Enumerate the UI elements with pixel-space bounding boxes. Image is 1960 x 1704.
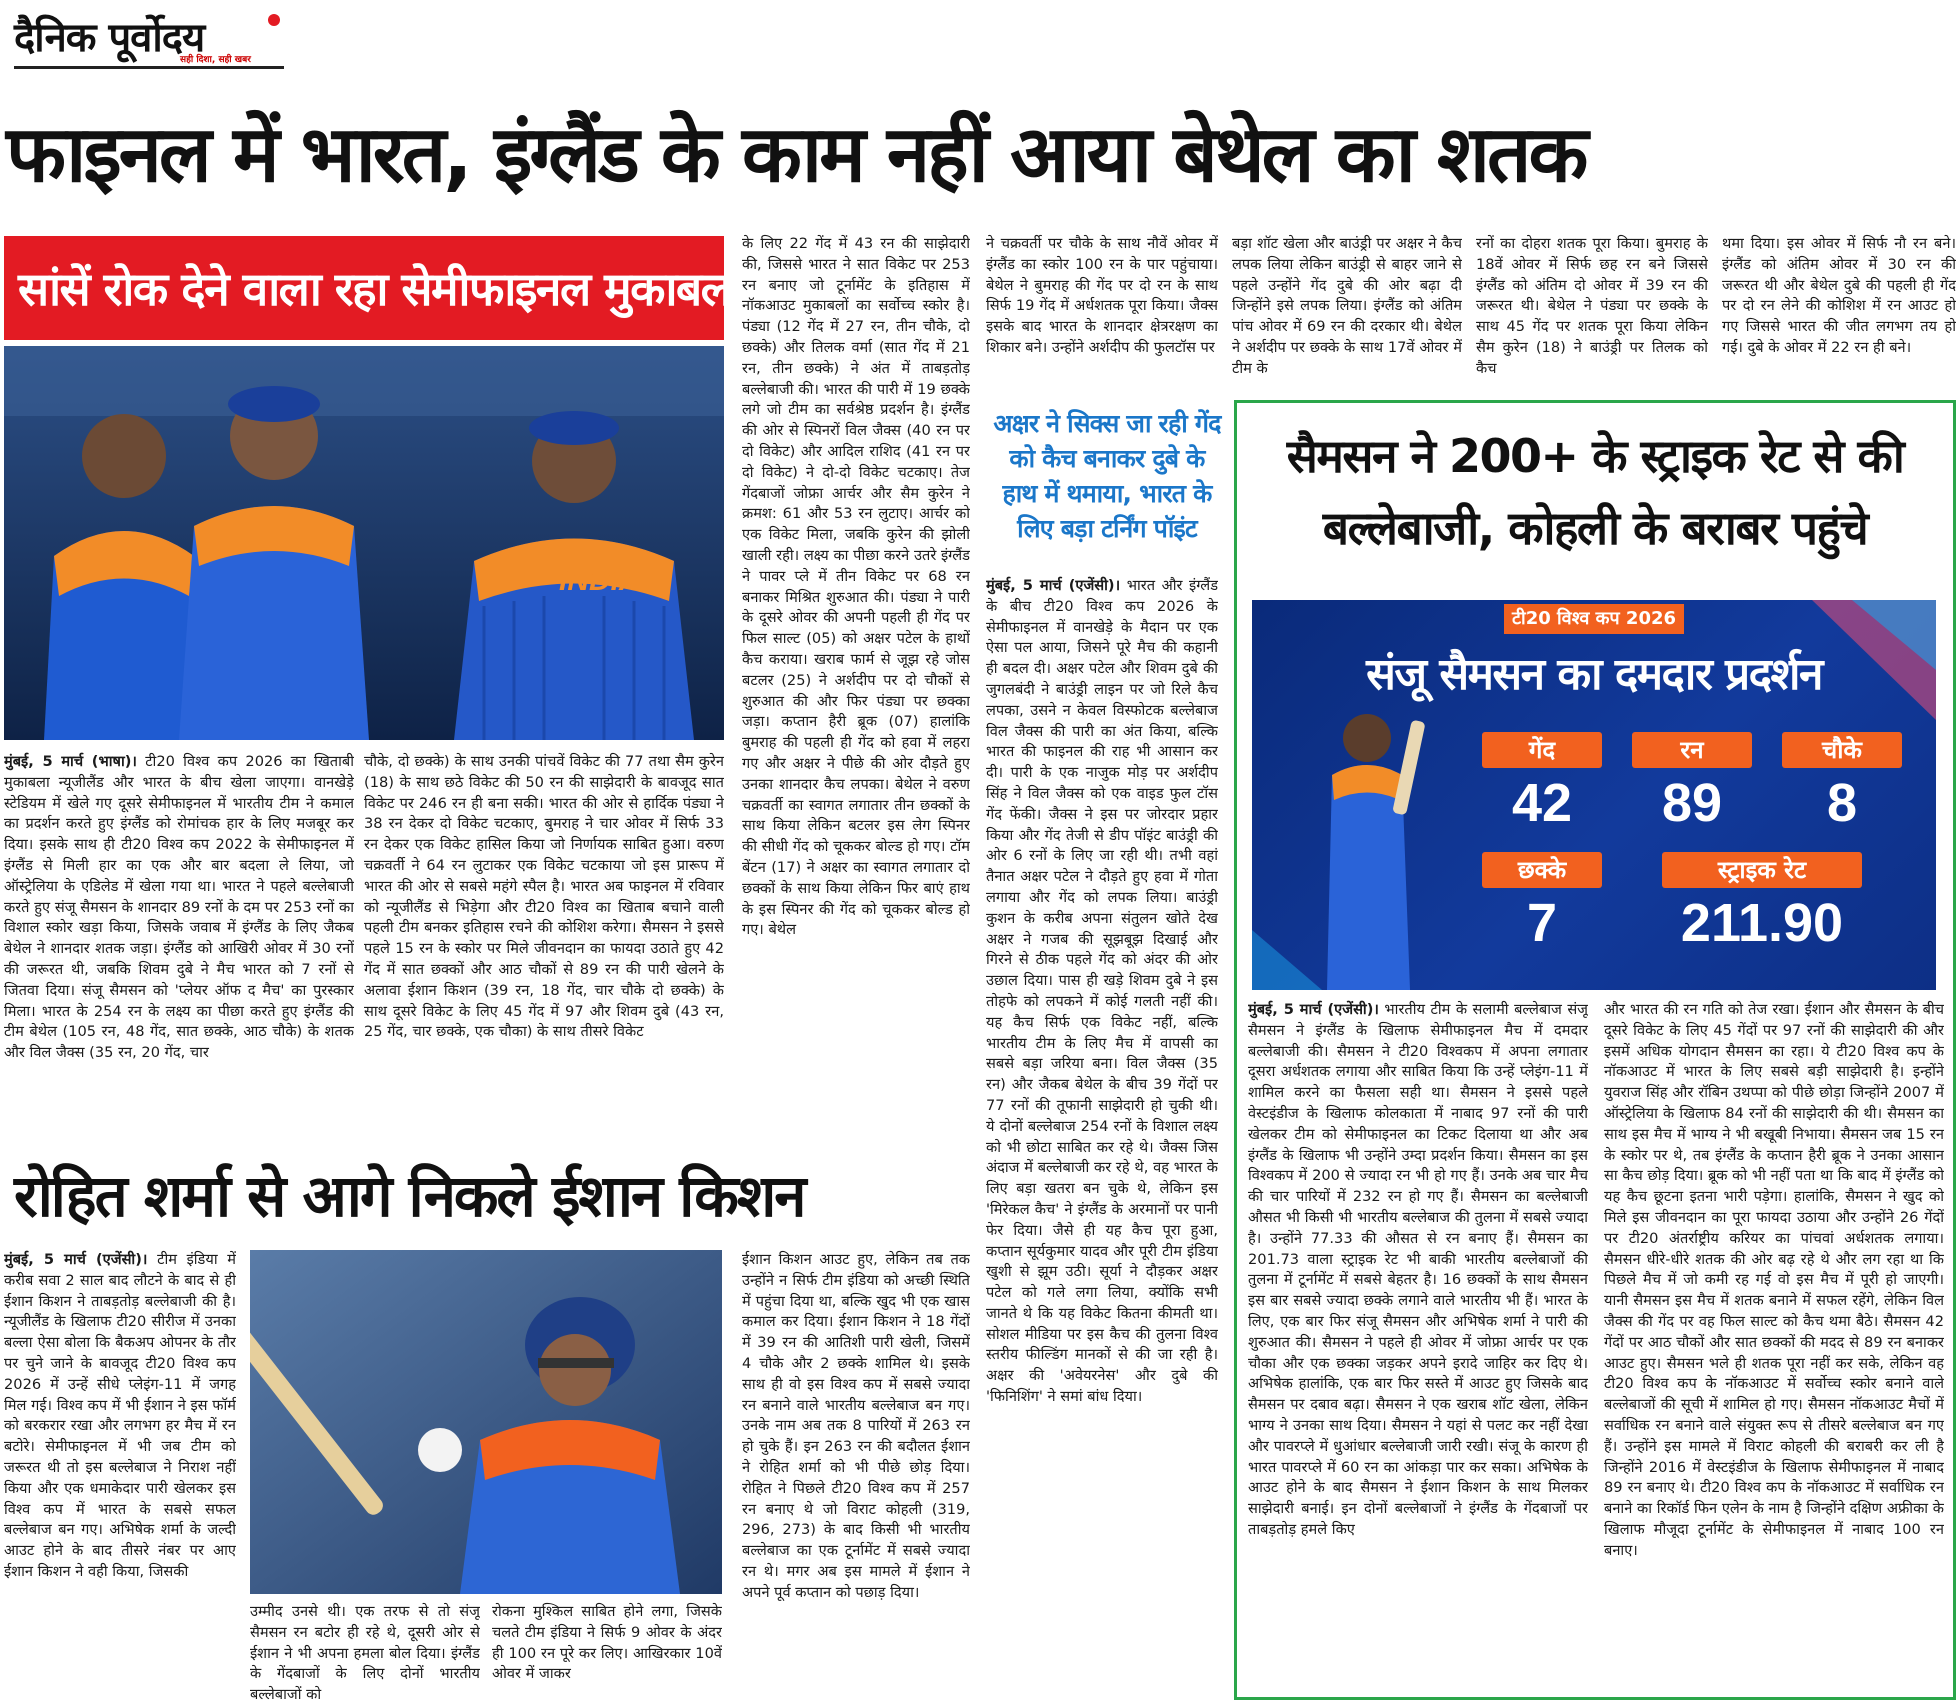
- stat-label-balls: गेंद: [1482, 732, 1602, 768]
- samson-headline: सैमसन ने 200+ के स्ट्राइक रेट से की बल्लेबाजी, कोहली के बराबर पहुंचे: [1286, 429, 1904, 555]
- article1-col5a: [1232, 234, 1462, 384]
- masthead-logo-text: दैनिक पूर्वोदय: [14, 15, 205, 61]
- article1-dateline: मुंबई, 5 मार्च (भाषा)।: [4, 753, 137, 770]
- team-celebration-illustration: [4, 346, 724, 740]
- article1-col4a-text: ने चक्रवर्ती पर चौके के साथ नौवें ओवर में इंग्लैंड का स्कोर 100 रन के पार पहुंचाया। बेथेल ने बुमराह की गेंद पर दो रन के साथ सिर्फ 19 गेंद में अर्धशतक पूरा किया। जैक्स इसके बाद भारत के शानदार क्षेत्ररक्षण का शिकार बने। उन्होंने अर्शदीप की फुलटॉस पर: [986, 235, 1218, 356]
- article1-col2-text: चौके, दो छक्के) के साथ उनकी पांचवें विकेट की 77 तथा सैम कुरेन (18) के साथ छठे विकेट की 50 रन की साझेदारी के बावजूद सात विकेट पर 246 रन ही बना सकी। भारत की ओर से हार्दिक पंड्या ने 38 रन देकर दो विकेट चटकाए, बुमराह ने चार ओवर में सिर्फ 33 रन देकर एक विकेट हासिल किया जो निर्णायक साबित हुआ। वरुण चक्रवर्ती ने 64 रन लुटाकर एक विकेट चटकाया जो इस प्रारूप में भारत की ओर से सबसे महंगे स्पैल है। भारत अब फाइनल में रविवार को न्यूजीलैंड से भिड़ेगा और टी20 विश्व का खिताब बचाने वाली पहली टीम बनकर इतिहास रचने की कोशिश करेगा। सैमसन ने इससे पहले 15 रन के स्कोर पर मिले जीवनदान का फायदा उठाते हुए 42 गेंद में सात छक्कों और आठ चौकों से 89 रन की पारी खेलने के अलावा ईशान किशन (39 रन, 18 गेंद, चार चौके दो छक्के) के साथ दूसरे विकेट के लिए 45 गेंद में 97 और शिवम दुबे (43 रन, 25 गेंद, चार छक्के, एक चौका) के साथ तीसरे विकेट: [364, 753, 724, 1041]
- stats-card-title: संजू सैमसन का दमदार प्रदर्शन: [1366, 649, 1822, 700]
- ishan-headline: रोहित शर्मा से आगे निकले ईशान किशन: [14, 1162, 805, 1230]
- catch-dateline: मुंबई, 5 मार्च (एजेंसी)।: [986, 577, 1121, 594]
- ishan-batting-illustration: [250, 1250, 722, 1594]
- article1-col5a-text: बड़ा शॉट खेला और बाउंड्री पर अक्षर ने कैच लपक लिया लेकिन बाउंड्री से बाहर जाने से पहले उन्होंने गेंद दुबे की ओर बढ़ा दी जिन्होंने इसे लपक लिया। इंग्लैंड को अंतिम पांच ओवर में 69 रन की दरकार थी। बेथेल ने अर्शदीप पर छक्के के साथ 17वें ओवर में टीम के: [1232, 235, 1462, 377]
- article1-col4a: [986, 234, 1218, 384]
- article1-col6a-text: रनों का दोहरा शतक पूरा किया। बुमराह के 18वें ओवर में सिर्फ छह रन बने जिससे इंग्लैंड को अंतिम दो ओवर में 39 रन की जरूरत थी। बेथेल ने पंड्या पर छक्के के साथ 45 गेंद पर शतक पूरा किया लेकिन सैम कुरेन (18) ने बाउंड्री पर तिलक को कैच: [1476, 235, 1708, 377]
- article1-col1-text: टी20 विश्व कप 2026 का खिताबी मुकाबला न्यूजीलैंड और भारत के बीच खेला जाएगा। वानखेड़े स्टेडियम में खेले गए दूसरे सेमीफाइनल में भारतीय टीम ने कमाल का प्रदर्शन करते हुए इंग्लैंड को रोमांचक हार के लिए मजबूर कर दिया। इसके साथ ही टी20 विश्व कप 2022 के सेमीफाइनल में इंग्लैंड से मिली हार का एक और बार बदला ले लिया, जो ऑस्ट्रेलिया के एडिलेड में खेला गया था। भारत ने पहले बल्लेबाजी करते हुए संजू सैमसन के शानदार 89 रनों के दम पर 253 रनों का विशाल स्कोर खड़ा किया, जिसके जवाब में इंग्लैंड के लिए जैकब बेथेल ने शानदार शतक जड़ा। इंग्लैंड को आखिरी ओवर में 30 रनों की जरूरत थी, जबकि शिवम दुबे ने मैच भारत को 7 रनों से जितवा दिया। संजू सैमसन को 'प्लेयर ऑफ द मैच' का पुरस्कार मिला। भारत के 254 रन के लक्ष्य का पीछा करते हुए इंग्लैंड की टीम बेथेल (105 रन, 48 गेंद, सात छक्के, आठ चौके) के शतक और विल जैक्स (35 रन, 20 गेंद, चार: [4, 753, 354, 1062]
- article1-col6a: [1476, 234, 1708, 384]
- ishan-col3-text: रोकना मुश्किल साबित होने लगा, जिसके चलते टीम इंडिया ने सिर्फ 9 ओवर के अंदर ही 100 रन पूरे कर लिए। आखिरकार 10वें ओवर में जाकर: [492, 1603, 722, 1683]
- article1-col7a-text: थमा दिया। इस ओवर में सिर्फ नौ रन बने। इंग्लैंड को अंतिम ओवर में 30 रन की जरूरत थी और बेथेल दुबे की पहली ही गेंद पर दो रन लेने की कोशिश में रन आउट हो गए जिससे भारत की जीत लगभग तय हो गई। दुबे के ओवर में 22 रन ही बने।: [1722, 235, 1956, 356]
- ishan-col2-text: उम्मीद उनसे थी। एक तरफ से तो संजू सैमसन रन बटोर ही रहे थे, दूसरी ओर से ईशान ने भी अपना हमला बोल दिया। इंग्लैंड के गेंदबाजों के लिए दोनों भारतीय बल्लेबाजों को: [250, 1603, 480, 1704]
- masthead-rule: [14, 66, 284, 69]
- catch-text: भारत और इंग्लैंड के बीच टी20 विश्व कप 2026 के सेमीफाइनल में वानखेड़े के मैदान पर एक ऐसा पल आया, जिसने पूरे मैच की कहानी ही बदल दी। अक्षर पटेल और शिवम दुबे की जुगलबंदी ने बाउंड्री लाइन पर जो रिले कैच लपका, उसने न केवल विस्फोटक बल्लेबाज विल जैक्स की पारी का अंत किया, बल्कि भारत की फाइनल की राह भी आसान कर दी। पारी के एक नाजुक मोड़ पर अर्शदीप सिंह ने विल जैक्स को एक वाइड फुल टॉस गेंद फेंकी। जैक्स ने इस पर जोरदार प्रहार किया और गेंद तेजी से डीप पॉइंट बाउंड्री की ओर 6 रनों के लिए जा रही थी। तभी वहां तैनात अक्षर पटेल ने दौड़ते हुए हवा में गोता लगाया और गेंद को लपक लिया। बाउंड्री कुशन के करीब अपना संतुलन खोते देख अक्षर ने गजब की सूझबूझ दिखाई और गिरने से ठीक पहले गेंद को अंदर की ओर उछाल दिया। पास ही खड़े शिवम दुबे ने इस तोहफे को लपकने में कोई गलती नहीं की। यह कैच सिर्फ एक विकेट नहीं, बल्कि भारतीय टीम के लिए मैच में वापसी का सबसे बड़ा जरिया बना। विल जैक्स (35 रन) और जैकब बेथेल के बीच 39 गेंदों पर 77 रनों की तूफानी साझेदारी हो चुकी थी। ये दोनों बल्लेबाज 254 रनों के विशाल लक्ष्य को भी छोटा साबित कर रहे थे। जैक्स जिस अंदाज में बल्लेबाजी कर रहे थे, वह भारत के लिए बड़ा खतरा बन चुके थे, लेकिन इस 'मिरेकल कैच' ने इंग्लैंड के अरमानों पर पानी फेर दिया। जैसे ही यह कैच पूरा हुआ, कप्तान सूर्यकुमार यादव और पूरी टीम इंडिया खुशी से झूम उठी। सूर्या ने दौड़कर अक्षर पटेल को गले लगा लिया, क्योंकि सभी जानते थे कि यह विकेट कितना कीमती था। सोशल मीडिया पर इस कैच की तुलना विश्व स्तरीय फील्डिंग मानकों से की जा रही है। अक्षर की 'अवेयरनेस' और दुबे की 'फिनिशिंग' ने समां बांध दिया।: [986, 577, 1218, 1406]
- jersey-text: INDIA: [559, 564, 641, 597]
- ishan-col1: [4, 1250, 236, 1704]
- pullquote: अक्षर ने सिक्स जा रही गेंद को कैच बनाकर दुबे के हाथ में थमाया, भारत के लिए बड़ा टर्निंग पॉइंट: [993, 409, 1221, 543]
- article1-col3: [742, 234, 970, 1134]
- article1-col3-text: के लिए 22 गेंद में 43 रन की साझेदारी की, जिससे भारत ने सात विकेट पर 253 रन बनाए जो टूर्नामेंट के इतिहास में नॉकआउट मुकाबलों का सर्वोच्च स्कोर है। पंड्या (12 गेंद में 27 रन, तीन चौके, दो छक्के) और तिलक वर्मा (सात गेंद में 21 रन, तीन छक्के) ने अंत में ताबड़तोड़ बल्लेबाजी की। भारत की पारी में 19 छक्के लगे जो टीम का सर्वश्रेष्ठ प्रदर्शन है। इंग्लैंड की ओर से स्पिनरों विल जैक्स (40 रन पर दो विकेट) और आदिल राशिद (41 रन पर दो विकेट) ने दो-दो विकेट चटकाए। तेज गेंदबाजों जोफ्रा आर्चर और सैम कुरेन ने क्रमश: 61 और 53 रन लुटाए। आर्चर को एक विकेट मिला, जबकि कुरेन की झोली खाली रही। लक्ष्य का पीछा करने उतरे इंग्लैंड ने पावर प्ले में तीन विकेट पर 68 रन बनाकर मिश्रित शुरुआत की। पंड्या ने पारी के दूसरे ओवर की अपनी पहली ही गेंद पर फिल साल्ट (05) को अक्षर पटेल के हाथों कैच कराया। खराब फार्म से जूझ रहे जोस बटलर (25) ने अर्शदीप पर दो चौकों से शुरुआत की और फिर पंड्या पर छक्का जड़ा। कप्तान हैरी ब्रूक (07) हालांकि बुमराह की पहली ही गेंद को हवा में लहरा गए और अक्षर ने पीछे की ओर दौड़ते हुए उनका शानदार कैच लपका। बेथेल ने वरुण चक्रवर्ती का स्वागत लगातार तीन छक्कों के साथ किया लेकिन बटलर इस लेग स्पिनर की सीधी गेंद को चूककर बोल्ड हो गए। टॉम बेंटन (17) ने अक्षर का स्वागत लगातार दो छक्कों के साथ किया लेकिन फिर बाएं हाथ के इस स्पिनर की गेंद को चूककर बोल्ड हो गए। बेथेल: [742, 235, 970, 939]
- stats-card-tag: टी20 विश्व कप 2026: [1504, 604, 1684, 634]
- stat-value-balls: 42: [1511, 773, 1573, 833]
- stat-label-fours: चौके: [1782, 732, 1902, 768]
- samson-col2-text: और भारत की रन गति को तेज रखा। ईशान और सैमसन के बीच दूसरे विकेट के लिए 45 गेंदों पर 97 रनों की साझेदारी की और इसमें अधिक योगदान सैमसन का रहा। ये टी20 विश्व कप के नॉकआउट में भारत के लिए सबसे बड़ी साझेदारी है। इन्होंने युवराज सिंह और रॉबिन उथप्पा को पीछे छोड़ा जिन्होंने 2007 में ऑस्ट्रेलिया के खिलाफ 84 रनों की साझेदारी की थी। सैमसन का साथ इस मैच में भाग्य ने भी बखूबी निभाया। सैमसन जब 15 रन के स्कोर पर थे, तब इंग्लैंड के कप्तान हैरी ब्रूक ने उनका आसान सा कैच छोड़ दिया। ब्रूक को भी नहीं पता था कि बाद में इंग्लैंड को यह कैच छूटना इतना भारी पड़ेगा। हालांकि, सैमसन ने खुद को मिले इस जीवनदान का पूरा फायदा उठाया और उन्होंने 26 गेंदों पर टी20 अंतर्राष्ट्रीय करियर का पांचवां अर्धशतक लगाया। सैमसन धीरे-धीरे शतक की ओर बढ़ रहे थे और लग रहा था कि पिछले मैच में जो कमी रह गई वो इस मैच में पूरी हो जाएगी। यानी सैमसन इस मैच में शतक बनाने में सफल रहेंगे, लेकिन विल जैक्स की गेंद पर वह फिल साल्ट को कैच थमा बैठे। सैमसन 42 गेंदों पर आठ चौकों और सात छक्कों की मदद से 89 रन बनाकर आउट हुए। सैमसन भले ही शतक पूरा नहीं कर सके, लेकिन वह टी20 विश्व कप के नॉकआउट में सर्वोच्च स्कोर बनाने वाले बल्लेबाजों की सूची में शामिल हो गए। सैमसन नॉकआउट मैचों में सर्वाधिक रन बनाने वाले संयुक्त रूप से तीसरे बल्लेबाज बन गए हैं। उन्होंने इस मामले में विराट कोहली की बराबरी कर ली है जिन्होंने 2016 में वेस्टइंडीज के खिलाफ सेमीफाइनल में नाबाद 89 रन बनाए थे। टी20 विश्व कप के नॉकआउट में सर्वाधिक रन बनाने का रिकॉर्ड फिन एलेन के नाम है जिन्होंने दक्षिण अफ्रीका के खिलाफ मौजूदा टूर्नामेंट के सेमीफाइनल में नाबाद 100 रन बनाए।: [1604, 1001, 1944, 1559]
- stat-label-runs: रन: [1632, 732, 1752, 768]
- semifinal-banner: सांसें रोक देने वाला रहा सेमीफाइनल मुकाबला: [4, 236, 724, 340]
- stat-label-strike-rate: स्ट्राइक रेट: [1662, 852, 1862, 888]
- article1-col7a: [1722, 234, 1956, 384]
- ishan-batting-photo: [250, 1250, 722, 1594]
- stat-label-sixes: छक्के: [1482, 852, 1602, 888]
- stat-value-strike-rate: 211.90: [1680, 893, 1844, 953]
- masthead-logo-dot: [268, 14, 280, 26]
- samson-stats-card: [1252, 600, 1936, 990]
- samson-col2: [1604, 1000, 1944, 1696]
- article1-col1: [4, 752, 354, 1132]
- ishan-col4: [742, 1250, 970, 1704]
- samson-col1: [1248, 1000, 1588, 1696]
- ishan-col1-text: टीम इंडिया में करीब सवा 2 साल बाद लौटने के बाद से ही ईशान किशन ने ताबड़तोड़ बल्लेबाजी की है। न्यूजीलैंड के खिलाफ टी20 सीरीज में उनका बल्ला ऐसा बोला कि बैकअप ओपनर के तौर पर चुने जाने के बावजूद टी20 विश्व कप 2026 में उन्हें सीधे प्लेइंग-11 में जगह मिल गई। विश्व कप में भी ईशान ने इस फॉर्म को बरकरार रखा और लगभग हर मैच में रन बटोरे। सेमीफाइनल में भी जब टीम को जरूरत थी तो इस बल्लेबाज ने निराश नहीं किया और एक धमाकेदार पारी खेलकर इस विश्व कप में भारत के सबसे सफल बल्लेबाज बन गए। अभिषेक शर्मा के जल्दी आउट होने के बाद तीसरे नंबर पर आए ईशान किशन ने वही किया, जिसकी: [4, 1251, 236, 1580]
- ishan-col2: [250, 1602, 480, 1704]
- stat-value-sixes: 7: [1526, 893, 1558, 953]
- article1-col2: [364, 752, 724, 1132]
- ishan-dateline: मुंबई, 5 मार्च (एजेंसी)।: [4, 1251, 148, 1268]
- samson-dateline: मुंबई, 5 मार्च (एजेंसी)।: [1248, 1001, 1379, 1018]
- stat-value-runs: 89: [1661, 773, 1723, 833]
- ishan-col3: [492, 1602, 722, 1704]
- ishan-col4-text: ईशान किशन आउट हुए, लेकिन तब तक उन्होंने न सिर्फ टीम इंडिया को अच्छी स्थिति में पहुंचा दिया था, बल्कि खुद भी एक खास कमाल कर दिया। ईशान किशन ने 18 गेंदों में 39 रन की आतिशी पारी खेली, जिसमें 4 चौके और 2 छक्के शामिल थे। इसके साथ ही वो इस विश्व कप में सबसे ज्यादा रन बनाने वाले भारतीय बल्लेबाज बन गए। उनके नाम अब तक 8 पारियों में 263 रन हो चुके हैं। इन 263 रन की बदौलत ईशान ने रोहित शर्मा को भी पीछे छोड़ दिया। रोहित ने पिछले टी20 विश्व कप में 257 रन बनाए थे जो विराट कोहली (319, 296, 273) के बाद किसी भी भारतीय बल्लेबाज का एक टूर्नामेंट में सबसे ज्यादा रन थे। मगर अब इस मामले में ईशान ने अपने पूर्व कप्तान को पछाड़ दिया।: [742, 1251, 970, 1601]
- catch-article: [986, 576, 1218, 1704]
- team-celebration-photo: [4, 346, 724, 740]
- samson-col1-text: भारतीय टीम के सलामी बल्लेबाज संजू सैमसन ने इंग्लैंड के खिलाफ सेमीफाइनल मैच में दमदार बल्लेबाजी की। सैमसन ने टी20 विश्वकप में अपना लगातार दूसरा अर्धशतक लगाया और साबित किया कि उन्हें प्लेइंग-11 में शामिल करने का फैसला सही था। सैमसन ने इससे पहले वेस्टइंडीज के खिलाफ कोलकाता में नाबाद 97 रनों की पारी खेलकर टीम को सेमीफाइनल का टिकट दिलाया था और अब इंग्लैंड के खिलाफ भी उन्होंने उम्दा प्रदर्शन किया। सैमसन का इस विश्वकप में 200 से ज्यादा रन भी हो गए हैं। उनके अब चार मैच की चार पारियों में 232 रन हो गए हैं। सैमसन का बल्लेबाजी औसत भी किसी भी भारतीय बल्लेबाज की तुलना में सबसे ज्यादा है। उन्होंने 77.33 की औसत से रन बनाए हैं। सैमसन का 201.73 वाला स्ट्राइक रेट भी बाकी भारतीय बल्लेबाजों की तुलना में टूर्नामेंट में सबसे बेहतर है। 16 छक्कों के साथ सैमसन इस बार सबसे ज्यादा छक्के लगाने वाले भारतीय भी हैं। भारत के लिए, एक बार फिर संजू सैमसन और अभिषेक शर्मा ने पारी की शुरुआत की। सैमसन ने पहले ही ओवर में जोफ्रा आर्चर पर एक चौका और एक छक्का जड़कर अपने इरादे जाहिर कर दिए थे। अभिषेक हालांकि, एक बार फिर सस्ते में आउट हुए जिसके बाद सैमसन पर दबाव बढ़ा। सैमसन ने एक खराब शॉट खेला, लेकिन भाग्य ने उनका साथ दिया। सैमसन ने यहां से पलट कर नहीं देखा और पावरप्ले में धुआंधार बल्लेबाजी जारी रखी। संजू के कारण ही भारत पावरप्ले में 60 रन का आंकड़ा पार कर सका। अभिषेक के आउट होने के बाद सैमसन ने ईशान किशन के साथ मिलकर साझेदारी बनाई। इन दोनों बल्लेबाजों ने इंग्लैंड के गेंदबाजों पर ताबड़तोड़ हमले किए: [1248, 1001, 1588, 1538]
- main-headline: फाइनल में भारत, इंग्लैंड के काम नहीं आया बेथेल का शतक: [6, 110, 1586, 200]
- stat-value-fours: 8: [1826, 773, 1858, 833]
- masthead-tagline: सही दिशा, सही खबर: [180, 55, 251, 65]
